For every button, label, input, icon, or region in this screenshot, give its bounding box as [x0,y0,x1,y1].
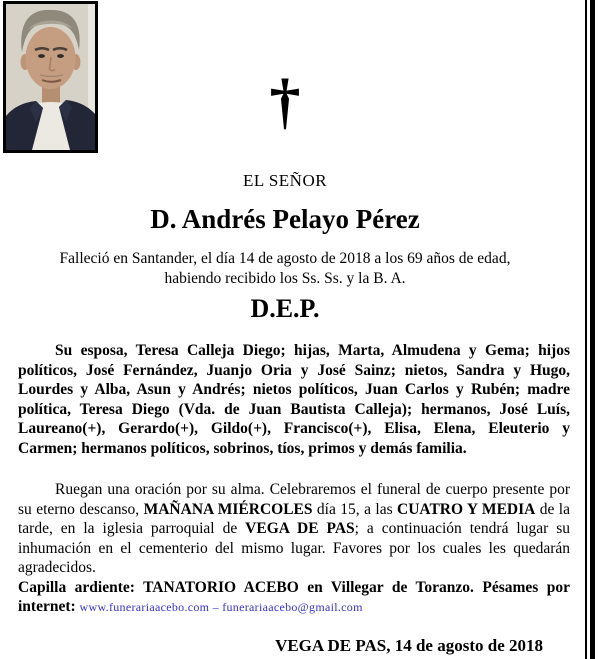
place-and-date: VEGA DE PAS, 14 de agosto de 2018 [275,636,543,655]
deceased-name-heading: D. Andrés Pelayo Pérez [150,204,420,234]
chapel-bold-text: Capilla ardiente: TANATORIO ACEBO en Villegar de Toranzo. Pésames por internet: [18,578,570,615]
funeral-mid2: de la tarde, en la iglesia parroquial de [18,500,570,537]
chapel-contact-links: www.funerariaacebo.com – funerariaacebo@gmail.com [79,600,363,614]
funeral-section [18,480,570,618]
funeral-place-emphasis: VEGA DE PAS [245,520,355,537]
salutation-heading: EL SEÑOR [242,171,328,190]
family-paragraph: Su esposa, Teresa Calleja Diego; hijas, Marta, Almudena y Gema; hijos políticos, José Fernández, Juanjo Oria y José Sainz; nietos, Sandra y Hugo, Lourdes y Alba, Asun y Andrés; nietos políticos, Juan Carlos y Rubén; madre política, Teresa Diego (Vda. de Juan Bautista Calleja); hermanos, José Luís, Laureano(+), Gerardo(+), Gildo(+), Francisco(+), Elisa, Elena, Eleuterio y Carmen; hermanos políticos, sobrinos, tíos, primos y demás familia. [18,342,570,457]
funeral-mid1: día 15, a las [312,500,398,518]
death-info-line-2: habiendo recibido los Ss. Ss. y la B. A. [164,270,406,287]
death-info-line-1: Falleció en Santander, el día 14 de agosto de 2018 a los 69 años de edad, [59,250,511,267]
funeral-outro: ; a continuación tendrá lugar su inhumación en el cementerio del mismo lugar. Favores por los cuales les quedarán agradecidos. [18,520,570,576]
funeral-time-emphasis: CUATRO Y MEDIA [397,500,536,518]
cross-icon: † [269,68,301,136]
dep-heading: D.E.P. [250,294,320,323]
chapel-paragraph [18,578,570,618]
funeral-paragraph [18,480,570,578]
funeral-intro: Ruegan una oración por su alma. Celebraremos el funeral de cuerpo presente por su eterno descanso, [18,481,570,518]
right-border-thin-rule [585,0,587,659]
death-info [0,249,570,289]
funeral-day-emphasis: MAÑANA MIÉRCOLES [143,500,313,518]
right-border-thick-rule [590,0,595,659]
